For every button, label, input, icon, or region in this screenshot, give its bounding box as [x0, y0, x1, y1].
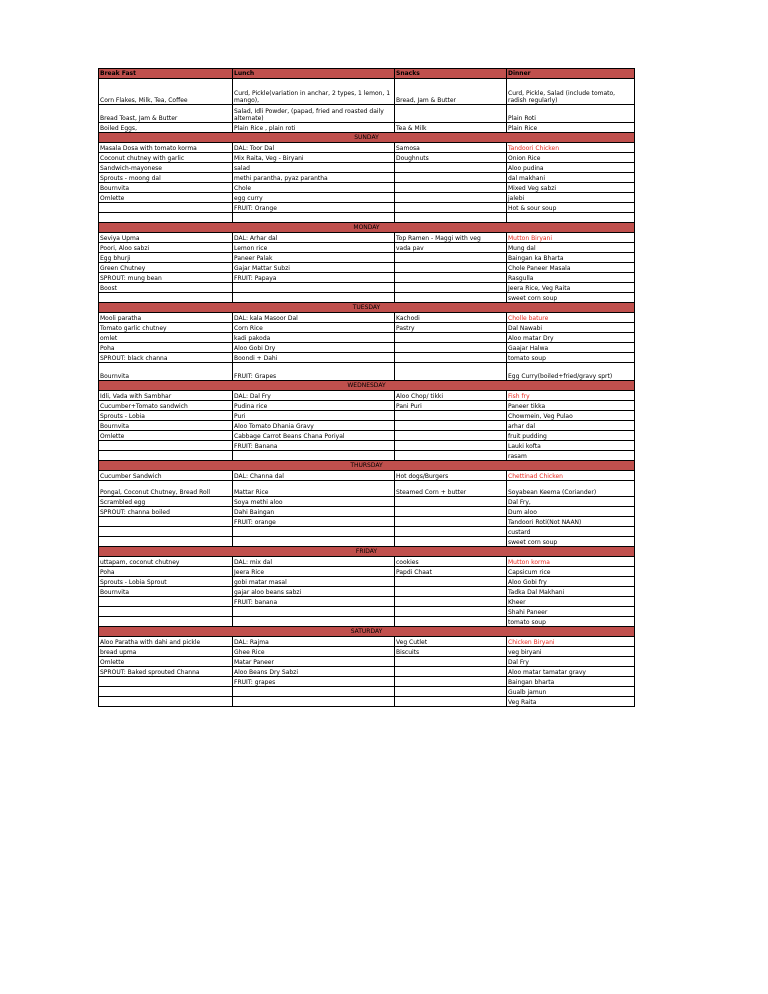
meal-row — [99, 193, 635, 203]
breakfast-cell: Bournvita — [99, 421, 233, 431]
breakfast-cell — [99, 607, 233, 617]
breakfast-cell: Sandwich-mayonese — [99, 163, 233, 173]
lunch-cell: Aloo Tomato Dhania Gravy — [233, 421, 395, 431]
snacks-cell — [395, 411, 507, 421]
lunch-cell: Corn Rice — [233, 323, 395, 333]
dinner-cell: Paneer tikka — [507, 401, 635, 411]
meal-row — [99, 481, 635, 497]
lunch-cell: kadi pakoda — [233, 333, 395, 343]
dinner-cell: sweet corn soup — [507, 293, 635, 303]
snacks-cell — [395, 697, 507, 707]
lunch-cell: Lemon rice — [233, 243, 395, 253]
meal-row — [99, 213, 635, 223]
dinner-cell: tomato soup — [507, 353, 635, 363]
meal-row — [99, 333, 635, 343]
breakfast-cell: Omlette — [99, 657, 233, 667]
dinner-cell: Baingan bharta — [507, 677, 635, 687]
meal-row — [99, 353, 635, 363]
breakfast-cell: Cucumber Sandwich — [99, 471, 233, 481]
day-header-row — [99, 547, 635, 557]
dinner-cell: Aloo pudina — [507, 163, 635, 173]
lunch-cell — [233, 697, 395, 707]
dinner-cell: Cholle bature — [507, 313, 635, 323]
breakfast-cell — [99, 527, 233, 537]
snacks-cell: vada pav — [395, 243, 507, 253]
breakfast-cell: Sprouts - Lobia — [99, 411, 233, 421]
dinner-cell: Jeera Rice, Veg Raita — [507, 283, 635, 293]
meal-row — [99, 637, 635, 647]
snacks-cell — [395, 263, 507, 273]
lunch-cell: Ghee Rice — [233, 647, 395, 657]
lunch-cell: methi parantha, pyaz parantha — [233, 173, 395, 183]
lunch-cell — [233, 617, 395, 627]
snacks-cell — [395, 607, 507, 617]
day-header-row — [99, 461, 635, 471]
dinner-cell: Mung dal — [507, 243, 635, 253]
dinner-cell: Lauki kofta — [507, 441, 635, 451]
day-header-row — [99, 223, 635, 233]
lunch-cell: Boondi + Dahi — [233, 353, 395, 363]
dinner-cell: veg biryani — [507, 647, 635, 657]
snacks-cell: Papdi Chaat — [395, 567, 507, 577]
breakfast-cell — [99, 517, 233, 527]
day-label: TUESDAY — [99, 303, 635, 313]
breakfast-cell — [99, 537, 233, 547]
lunch-cell: FRUIT: banana — [233, 597, 395, 607]
lunch-cell: Soya methi aloo — [233, 497, 395, 507]
breakfast-cell: Green Chutney — [99, 263, 233, 273]
dinner-cell: Aloo matar Dry — [507, 333, 635, 343]
meal-row — [99, 527, 635, 537]
lunch-cell: DAL: Arhar dal — [233, 233, 395, 243]
dinner-cell: Hot & sour soup — [507, 203, 635, 213]
dinner-cell: arhar dal — [507, 421, 635, 431]
breakfast-cell — [99, 687, 233, 697]
base-cell: Boiled Eggs, — [99, 123, 233, 133]
breakfast-cell — [99, 441, 233, 451]
breakfast-cell: Tomato garlic chutney — [99, 323, 233, 333]
day-header-row — [99, 133, 635, 143]
breakfast-cell: Poori, Aloo sabzi — [99, 243, 233, 253]
snacks-cell: Samosa — [395, 143, 507, 153]
meal-row — [99, 517, 635, 527]
lunch-cell — [233, 527, 395, 537]
base-cell: Salad, Idli Powder, (papad, fried and roasted daily alternate) — [233, 105, 395, 123]
snacks-cell: Veg Cutlet — [395, 637, 507, 647]
lunch-cell — [233, 293, 395, 303]
snacks-cell — [395, 617, 507, 627]
meal-row — [99, 343, 635, 353]
dinner-cell: Chowmein, Veg Pulao — [507, 411, 635, 421]
meal-row — [99, 173, 635, 183]
snacks-cell — [395, 173, 507, 183]
meal-row — [99, 233, 635, 243]
breakfast-cell: Boost — [99, 283, 233, 293]
dinner-cell: Baingan ka Bharta — [507, 253, 635, 263]
meal-row — [99, 617, 635, 627]
dinner-cell: Soyabean Keema (Coriander) — [507, 481, 635, 497]
lunch-cell: DAL: Channa dal — [233, 471, 395, 481]
breakfast-cell: Omlette — [99, 193, 233, 203]
breakfast-cell: Mooli paratha — [99, 313, 233, 323]
dinner-cell: Shahi Paneer — [507, 607, 635, 617]
meal-row — [99, 283, 635, 293]
base-cell — [395, 105, 507, 123]
dinner-cell: dal makhani — [507, 173, 635, 183]
snacks-cell — [395, 213, 507, 223]
dinner-cell: Chole Paneer Masala — [507, 263, 635, 273]
meal-row — [99, 647, 635, 657]
snacks-cell — [395, 497, 507, 507]
dinner-cell: Chettinad Chicken — [507, 471, 635, 481]
meal-row — [99, 153, 635, 163]
lunch-cell: Dahi Baingan — [233, 507, 395, 517]
snacks-cell: Biscuits — [395, 647, 507, 657]
dinner-cell: Veg Raita — [507, 697, 635, 707]
breakfast-cell: Cucumber+Tomato sandwich — [99, 401, 233, 411]
lunch-cell: DAL: Dal Fry — [233, 391, 395, 401]
base-cell: Bread, Jam & Butter — [395, 79, 507, 105]
dinner-cell: Dal Fry, — [507, 497, 635, 507]
breakfast-cell — [99, 677, 233, 687]
base-cell: Tea & Milk — [395, 123, 507, 133]
lunch-cell: DAL: Rajma — [233, 637, 395, 647]
lunch-cell: Puri — [233, 411, 395, 421]
dinner-cell: tomato soup — [507, 617, 635, 627]
lunch-cell: gajar aloo beans sabzi — [233, 587, 395, 597]
breakfast-cell: Scrambled egg — [99, 497, 233, 507]
breakfast-cell: Bournvita — [99, 363, 233, 381]
snacks-cell: Kachodi — [395, 313, 507, 323]
base-cell: Plain Rice , plain roti — [233, 123, 395, 133]
breakfast-cell: SPROUT: black channa — [99, 353, 233, 363]
snacks-cell — [395, 353, 507, 363]
meal-row — [99, 451, 635, 461]
breakfast-cell: Bournvita — [99, 183, 233, 193]
dinner-cell: Tadka Dal Makhani — [507, 587, 635, 597]
meal-row — [99, 323, 635, 333]
base-cell: Plain Roti — [507, 105, 635, 123]
meal-row — [99, 687, 635, 697]
breakfast-cell: Sprouts - Lobia Sprout — [99, 577, 233, 587]
lunch-cell: FRUIT: Banana — [233, 441, 395, 451]
snacks-cell — [395, 507, 507, 517]
meal-row — [99, 667, 635, 677]
meal-row — [99, 293, 635, 303]
dinner-cell: fruit pudding — [507, 431, 635, 441]
meal-row — [99, 163, 635, 173]
lunch-cell: FRUIT: orange — [233, 517, 395, 527]
dinner-cell — [507, 213, 635, 223]
breakfast-cell — [99, 597, 233, 607]
meal-row — [99, 677, 635, 687]
snacks-cell: Pastry — [395, 323, 507, 333]
meal-row — [99, 253, 635, 263]
dinner-cell: Mutton korma — [507, 557, 635, 567]
dinner-cell: sweet corn soup — [507, 537, 635, 547]
base-row — [99, 105, 635, 123]
snacks-cell — [395, 667, 507, 677]
day-label: SATURDAY — [99, 627, 635, 637]
base-cell: Bread Toast, Jam & Butter — [99, 105, 233, 123]
snacks-cell — [395, 253, 507, 263]
day-label: MONDAY — [99, 223, 635, 233]
breakfast-cell: Aloo Paratha with dahi and pickle — [99, 637, 233, 647]
meal-row — [99, 567, 635, 577]
meal-row — [99, 313, 635, 323]
snacks-cell — [395, 343, 507, 353]
lunch-cell: egg curry — [233, 193, 395, 203]
meal-row — [99, 411, 635, 421]
lunch-cell — [233, 537, 395, 547]
lunch-cell: salad — [233, 163, 395, 173]
breakfast-cell: Pongal, Coconut Chutney, Bread Roll — [99, 481, 233, 497]
lunch-cell: gobi matar masal — [233, 577, 395, 587]
snacks-cell — [395, 333, 507, 343]
lunch-cell: Aloo Beans Dry Sabzi — [233, 667, 395, 677]
lunch-cell: Aloo Gobi Dry — [233, 343, 395, 353]
snacks-cell — [395, 273, 507, 283]
breakfast-cell: omlet — [99, 333, 233, 343]
breakfast-cell: Egg bhurji — [99, 253, 233, 263]
base-cell: Corn Flakes, Milk, Tea, Coffee — [99, 79, 233, 105]
meal-row — [99, 183, 635, 193]
breakfast-cell: SPROUT: Baked sprouted Channa — [99, 667, 233, 677]
snacks-cell — [395, 421, 507, 431]
lunch-cell: DAL: kala Masoor Dal — [233, 313, 395, 323]
breakfast-cell — [99, 451, 233, 461]
breakfast-cell: Masala Dosa with tomato korma — [99, 143, 233, 153]
lunch-cell: Gajar Mattar Subzi — [233, 263, 395, 273]
meal-row — [99, 391, 635, 401]
snacks-cell — [395, 193, 507, 203]
lunch-cell: Chole — [233, 183, 395, 193]
lunch-cell: Cabbage Carrot Beans Chana Poriyal — [233, 431, 395, 441]
lunch-cell: Jeera Rice — [233, 567, 395, 577]
column-header-row — [99, 69, 635, 79]
lunch-cell: FRUIT: Grapes — [233, 363, 395, 381]
meal-row — [99, 431, 635, 441]
breakfast-cell: bread upma — [99, 647, 233, 657]
dinner-cell: custard — [507, 527, 635, 537]
snacks-cell — [395, 283, 507, 293]
breakfast-cell: Seviya Upma — [99, 233, 233, 243]
breakfast-cell: SPROUT: channa boiled — [99, 507, 233, 517]
breakfast-cell — [99, 203, 233, 213]
breakfast-cell: Omlette — [99, 431, 233, 441]
lunch-cell: DAL: Toor Dal — [233, 143, 395, 153]
base-cell: Curd, Pickle(variation in anchar, 2 types, 1 lemon, 1 mango), — [233, 79, 395, 105]
meal-row — [99, 697, 635, 707]
meal-row — [99, 203, 635, 213]
snacks-cell: cookies — [395, 557, 507, 567]
column-header-lunch: Lunch — [233, 69, 395, 79]
meal-row — [99, 363, 635, 381]
dinner-cell: Mixed Veg sabzi — [507, 183, 635, 193]
base-row — [99, 123, 635, 133]
snacks-cell — [395, 431, 507, 441]
dinner-cell: Tandoori Chicken — [507, 143, 635, 153]
breakfast-cell: Poha — [99, 567, 233, 577]
breakfast-cell: Bournvita — [99, 587, 233, 597]
snacks-cell — [395, 577, 507, 587]
meal-row — [99, 421, 635, 431]
breakfast-cell: uttapam, coconut chutney — [99, 557, 233, 567]
breakfast-cell — [99, 213, 233, 223]
lunch-cell: DAL: mix dal — [233, 557, 395, 567]
dinner-cell: Aloo Gobi fry — [507, 577, 635, 587]
snacks-cell — [395, 293, 507, 303]
breakfast-cell: Poha — [99, 343, 233, 353]
breakfast-cell: SPROUT: mung bean — [99, 273, 233, 283]
meal-row — [99, 273, 635, 283]
snacks-cell: Hot dogs/Burgers — [395, 471, 507, 481]
meal-row — [99, 577, 635, 587]
snacks-cell — [395, 203, 507, 213]
lunch-cell: FRUIT: Papaya — [233, 273, 395, 283]
day-label: WEDNESDAY — [99, 381, 635, 391]
base-cell: Curd, Pickle, Salad (include tomato, radish regularly) — [507, 79, 635, 105]
dinner-cell: Gualb jamun — [507, 687, 635, 697]
dinner-cell: Aloo matar tamatar gravy — [507, 667, 635, 677]
dinner-cell: Chicken Biryani — [507, 637, 635, 647]
snacks-cell — [395, 537, 507, 547]
snacks-cell — [395, 451, 507, 461]
lunch-cell: Pudina rice — [233, 401, 395, 411]
dinner-cell: Dal Nawabi — [507, 323, 635, 333]
snacks-cell: Steamed Corn + butter — [395, 481, 507, 497]
meal-plan-table — [98, 68, 635, 707]
snacks-cell — [395, 363, 507, 381]
lunch-cell: Matar Paneer — [233, 657, 395, 667]
snacks-cell: Top Ramen - Maggi with veg — [395, 233, 507, 243]
breakfast-cell — [99, 697, 233, 707]
snacks-cell — [395, 587, 507, 597]
snacks-cell: Doughnuts — [395, 153, 507, 163]
dinner-cell: Dum aloo — [507, 507, 635, 517]
column-header-snacks: Snacks — [395, 69, 507, 79]
day-label: THURSDAY — [99, 461, 635, 471]
lunch-cell — [233, 213, 395, 223]
dinner-cell: rasam — [507, 451, 635, 461]
dinner-cell: Tandoori Roti(Not NAAN) — [507, 517, 635, 527]
dinner-cell: Egg Curry(boiled+fried/gravy sprt) — [507, 363, 635, 381]
breakfast-cell — [99, 617, 233, 627]
lunch-cell — [233, 451, 395, 461]
snacks-cell — [395, 527, 507, 537]
lunch-cell: Mix Raita, Veg - Biryani — [233, 153, 395, 163]
base-cell: Plain Rice — [507, 123, 635, 133]
dinner-cell: Rasgulla — [507, 273, 635, 283]
meal-row — [99, 657, 635, 667]
day-header-row — [99, 381, 635, 391]
breakfast-cell: Sprouts - moong dal — [99, 173, 233, 183]
column-header-breakfast: Break Fast — [99, 69, 233, 79]
day-header-row — [99, 303, 635, 313]
snacks-cell — [395, 687, 507, 697]
snacks-cell — [395, 597, 507, 607]
snacks-cell — [395, 441, 507, 451]
lunch-cell: Mattar Rice — [233, 481, 395, 497]
lunch-cell — [233, 607, 395, 617]
meal-row — [99, 587, 635, 597]
dinner-cell: Gaajar Halwa — [507, 343, 635, 353]
breakfast-cell — [99, 293, 233, 303]
snacks-cell — [395, 677, 507, 687]
meal-row — [99, 597, 635, 607]
dinner-cell: jalebi — [507, 193, 635, 203]
meal-row — [99, 537, 635, 547]
snacks-cell: Aloo Chop/ tikki — [395, 391, 507, 401]
snacks-cell: Pani Puri — [395, 401, 507, 411]
lunch-cell: FRUIT: grapes — [233, 677, 395, 687]
dinner-cell: Mutton Biryani — [507, 233, 635, 243]
lunch-cell — [233, 283, 395, 293]
meal-row — [99, 401, 635, 411]
dinner-cell: Capsicum rice — [507, 567, 635, 577]
snacks-cell — [395, 183, 507, 193]
meal-row — [99, 507, 635, 517]
lunch-cell — [233, 687, 395, 697]
meal-row — [99, 607, 635, 617]
meal-row — [99, 557, 635, 567]
dinner-cell: Fish fry — [507, 391, 635, 401]
base-row — [99, 79, 635, 105]
meal-row — [99, 441, 635, 451]
meal-row — [99, 471, 635, 481]
snacks-cell — [395, 657, 507, 667]
dinner-cell: Dal Fry — [507, 657, 635, 667]
meal-plan-body — [99, 69, 635, 707]
lunch-cell: Paneer Palak — [233, 253, 395, 263]
meal-row — [99, 143, 635, 153]
meal-row — [99, 263, 635, 273]
snacks-cell — [395, 163, 507, 173]
dinner-cell: Onion Rice — [507, 153, 635, 163]
day-label: SUNDAY — [99, 133, 635, 143]
snacks-cell — [395, 517, 507, 527]
column-header-dinner: Dinner — [507, 69, 635, 79]
meal-row — [99, 243, 635, 253]
day-header-row — [99, 627, 635, 637]
breakfast-cell: Coconut chutney with garlic — [99, 153, 233, 163]
lunch-cell: FRUIT: Orange — [233, 203, 395, 213]
dinner-cell: Kheer — [507, 597, 635, 607]
breakfast-cell: Idli, Vada with Sambhar — [99, 391, 233, 401]
meal-row — [99, 497, 635, 507]
day-label: FRIDAY — [99, 547, 635, 557]
